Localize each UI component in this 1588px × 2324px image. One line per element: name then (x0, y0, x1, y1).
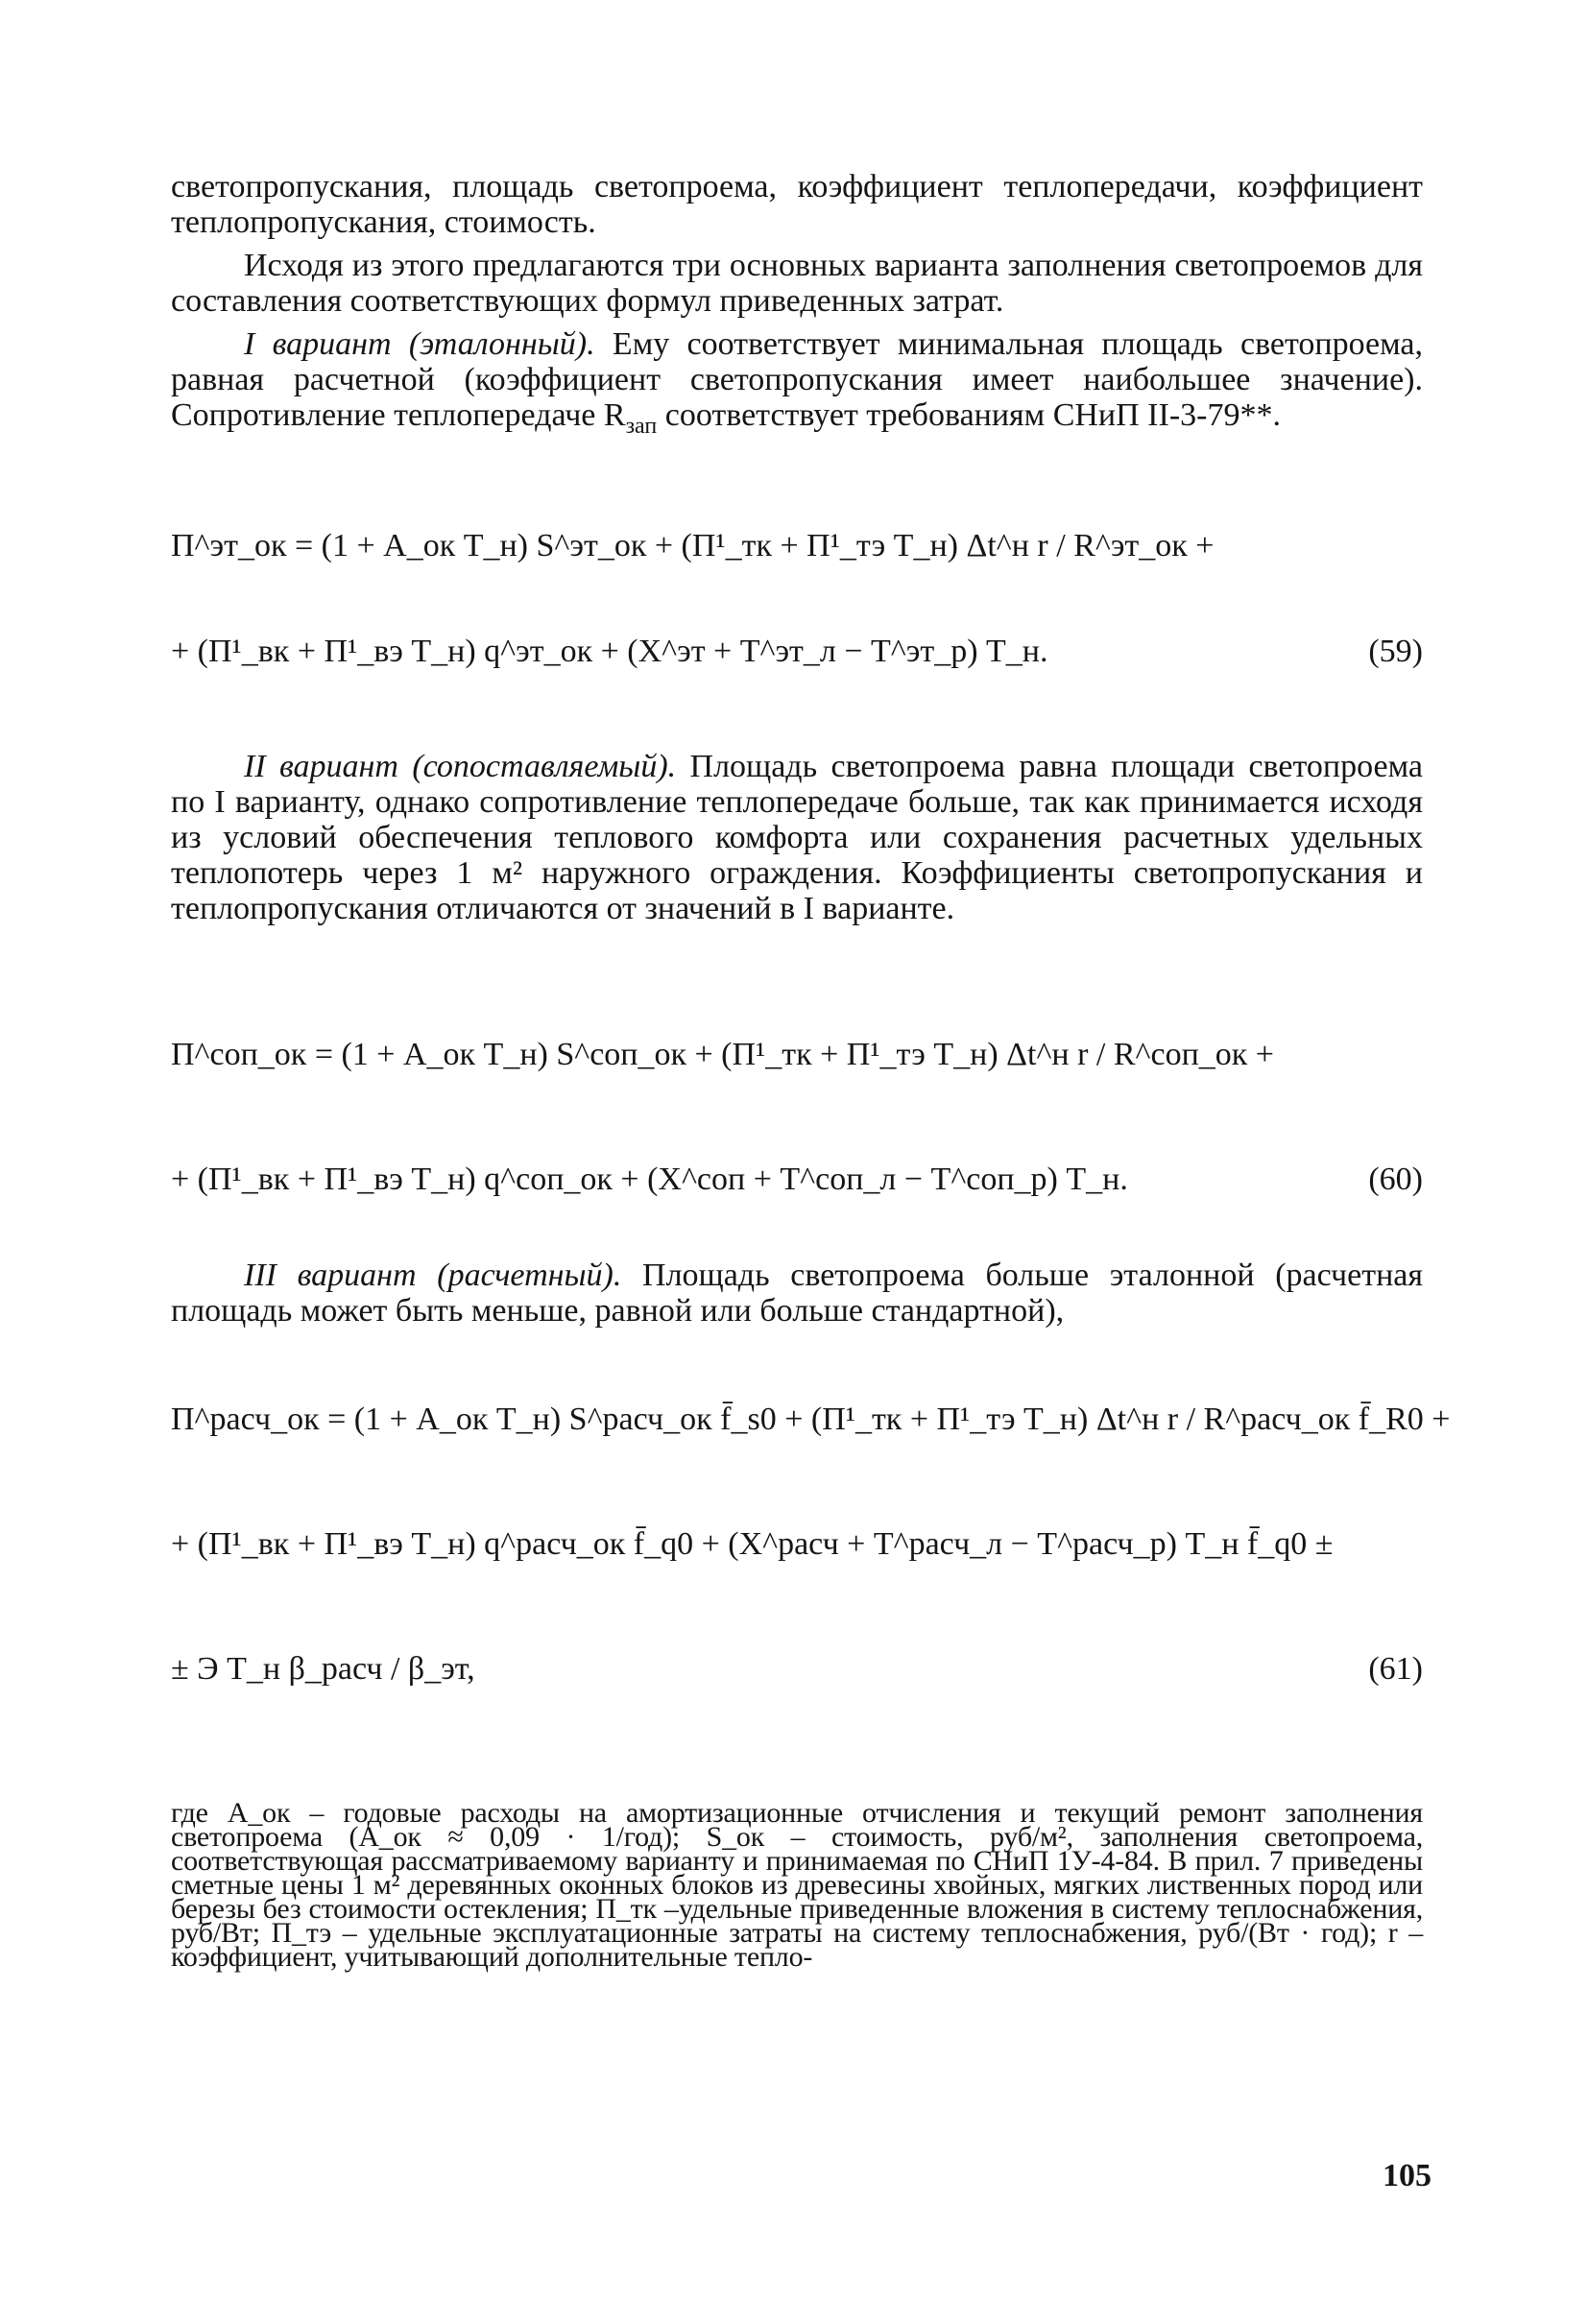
equation-number-61: (61) (1368, 1651, 1423, 1687)
variant-1-text: Ему соответствует минимальная площадь светопроема, равная расчетной (коэффициент светопропускания имеет наибольшее значение). Сопротивление теплопередаче R (171, 326, 1424, 433)
variant-1-tail: соответствует требованиям СНиП II-3-79**. (657, 397, 1281, 433)
variant-2-text: Площадь светопроема равна площади светопроема по I варианту, однако сопротивление теплопередаче больше, так как принимается исходя из условий обеспечения теплового комфорта или сохранения расчетных удельных теплопотерь через 1 м² наружного ограждения. Коэффициенты светопропускания и теплопропускания отличаются от значений в I варианте. (171, 749, 1423, 926)
variant-2-heading: II вариант (сопоставляемый). (244, 749, 677, 784)
equation-number-60: (60) (1368, 1162, 1423, 1197)
formula-60 (171, 998, 1423, 1197)
formula-61-line-1: П^расч_ок = (1 + A_ок Т_н) S^расч_ок f̄_s0 + (П¹_тк + П¹_тэ Т_н) Δt^н r / R^расч_ок f̄_R0 + (171, 1402, 1451, 1437)
paragraph-variant-3 (171, 1258, 1423, 1329)
symbol-legend: где A_ок – годовые расходы на амортизационные отчисления и текущий ремонт заполнения светопроема (A_ок ≈ 0,09 · 1/год); S_ок – стоимость, руб/м², заполнения светопроема, соответствующая рассматриваемому варианту и принимаемая по СНиП 1У-4-84. В прил. 7 приведены сметные цены 1 м² деревянных оконных блоков из древесины хвойных, мягких лиственных пород или березы без стоимости остекления; П_тк –удельные приведенные вложения в систему теплоснабжения, руб/Вт; П_тэ – удельные эксплуатационные затраты на систему теплоснабжения, руб/(Вт · год); r – коэффициент, учитывающий дополнительные тепло- (171, 1797, 1423, 1973)
formula-61-line-2: + (П¹_вк + П¹_вэ Т_н) q^расч_ок f̄_q0 + (Х^расч + Т^расч_л − Т^расч_р) Т_н f̄_q0 ± (171, 1526, 1334, 1562)
variant-1-subscript: зап (625, 413, 658, 439)
formula-61 (171, 1354, 1451, 1737)
variant-1-heading: I вариант (эталонный). (244, 326, 595, 362)
paragraph-variant-1 (171, 326, 1424, 439)
formula-61-line-3: ± Э Т_н β_расч / β_эт, (171, 1651, 475, 1687)
formula-59 (171, 499, 1423, 669)
formula-60-line-2: + (П¹_вк + П¹_вэ Т_н) q^соп_ок + (Х^соп + Т^соп_л − Т^соп_р) Т_н. (171, 1162, 1128, 1197)
page-number: 105 (1383, 2158, 1432, 2193)
formula-59-line-2: + (П¹_вк + П¹_вэ Т_н) q^эт_ок + (Х^эт + Т^эт_л − Т^эт_р) Т_н. (171, 634, 1048, 669)
paragraph-variant-2 (171, 749, 1423, 926)
paragraph-variants-intro: Исходя из этого предлагаются три основных варианта заполнения светопроемов для составления соответствующих формул приведенных затрат. (171, 248, 1423, 319)
variant-3-heading: III вариант (расчетный). (244, 1258, 622, 1293)
variant-3-text: Площадь светопроема больше эталонной (расчетная площадь может быть меньше, равной или больше стандартной), (171, 1258, 1423, 1329)
paragraph-continuation: светопропускания, площадь светопроема, коэффициент теплопередачи, коэффициент теплопропускания, стоимость. (171, 169, 1423, 240)
formula-60-line-1: П^соп_ок = (1 + A_ок Т_н) S^соп_ок + (П¹_тк + П¹_тэ Т_н) Δt^н r / R^соп_ок + (171, 1037, 1274, 1072)
equation-number-59: (59) (1368, 634, 1423, 669)
formula-59-line-1: П^эт_ок = (1 + A_ок Т_н) S^эт_ок + (П¹_тк + П¹_тэ Т_н) Δt^н r / R^эт_ок + (171, 528, 1215, 563)
